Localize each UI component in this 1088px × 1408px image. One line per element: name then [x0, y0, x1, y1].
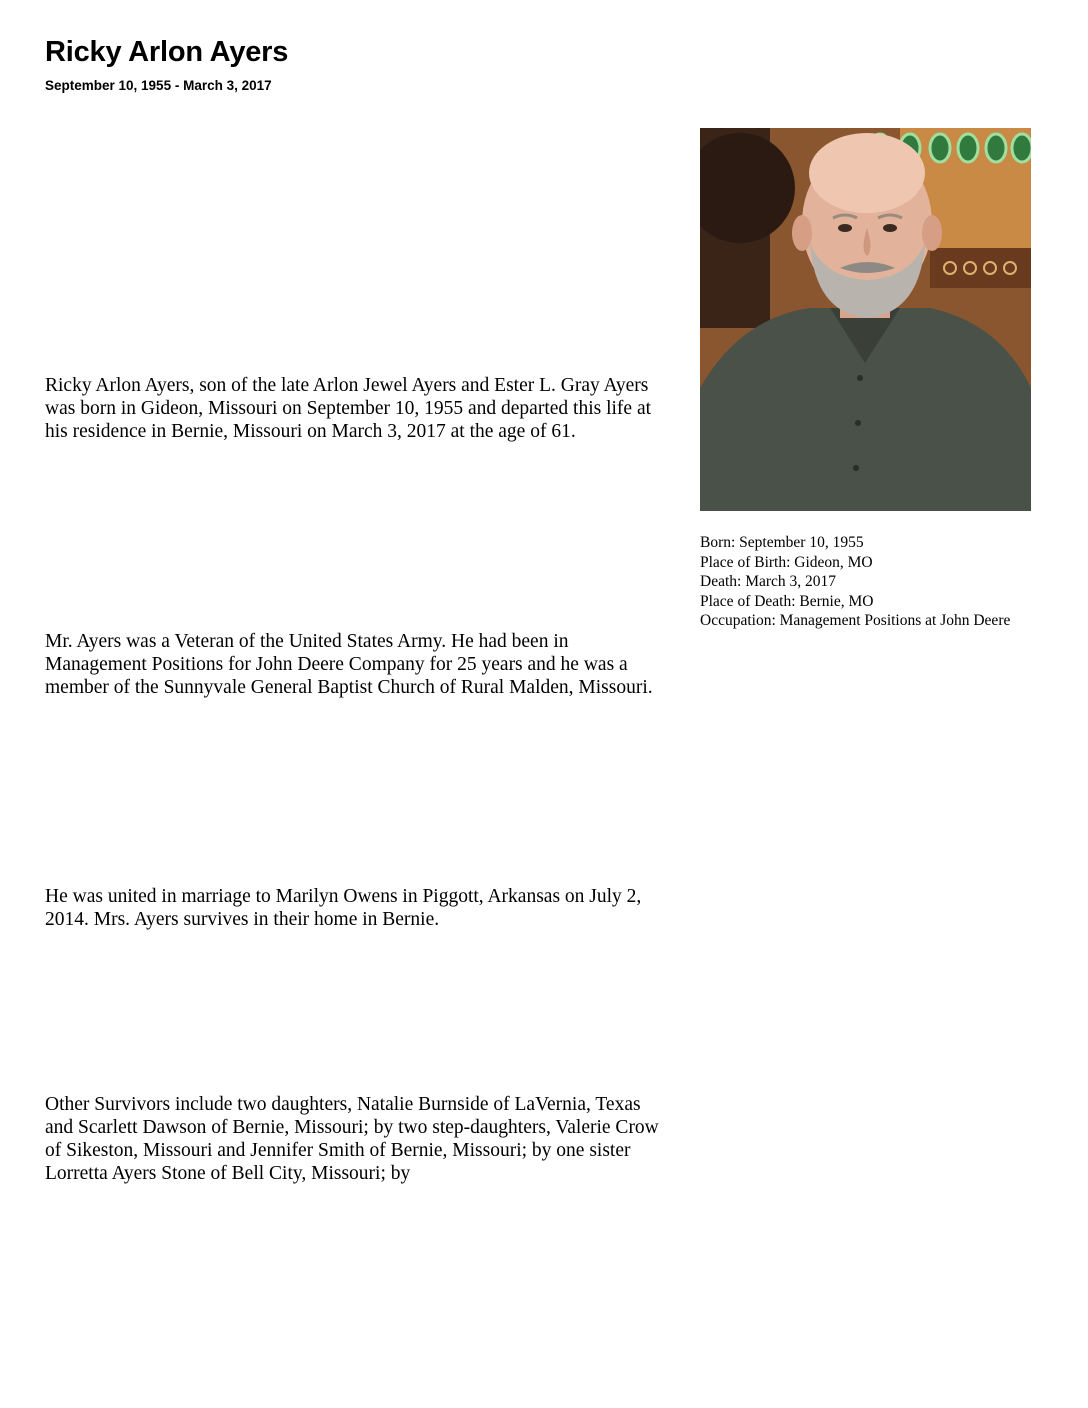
obituary-name: Ricky Arlon Ayers: [45, 36, 289, 68]
obituary-paragraph-birth: Ricky Arlon Ayers, son of the late Arlon Jewel Ayers and Ester L. Gray Ayers was born in Gideon, Missouri on September 10, 1955 and departed this life at his residence in Bernie, Missouri on March 3, 2017 at the age of 61.: [45, 375, 652, 442]
occupation-fact: Occupation: Management Positions at John Deere: [700, 612, 1011, 629]
place-of-birth-fact: Place of Birth: Gideon, MO: [700, 553, 873, 571]
obituary-paragraph-career: Mr. Ayers was a Veteran of the United States Army. He had been in Management Positions for John Deere Company for 25 years and he was a member of the Sunnyvale General Baptist Church of Rural Malden, Missouri.: [45, 631, 653, 698]
portrait-photo: [700, 128, 1031, 511]
obituary-paragraph-survivors: Other Survivors include two daughters, Natalie Burnside of LaVernia, Texas and Scarlett Dawson of Bernie, Missouri; by two step-daughters, Valerie Crow of Sikeston, Missouri and Jennifer Smith of Bernie, Missouri; by one sister Lorretta Ayers Stone of Bell City, Missouri; by: [45, 1094, 659, 1184]
born-fact: Born: September 10, 1955: [700, 534, 864, 551]
life-dates: September 10, 1955 - March 3, 2017: [45, 78, 272, 93]
place-of-death-fact: Place of Death: Bernie, MO: [700, 592, 874, 610]
death-fact: Death: March 3, 2017: [700, 573, 837, 590]
obituary-paragraph-marriage: He was united in marriage to Marilyn Owens in Piggott, Arkansas on July 2, 2014. Mrs. Ayers survives in their home in Bernie.: [45, 886, 642, 930]
vital-facts: [700, 533, 1030, 631]
portrait-illustration: [700, 128, 1031, 511]
